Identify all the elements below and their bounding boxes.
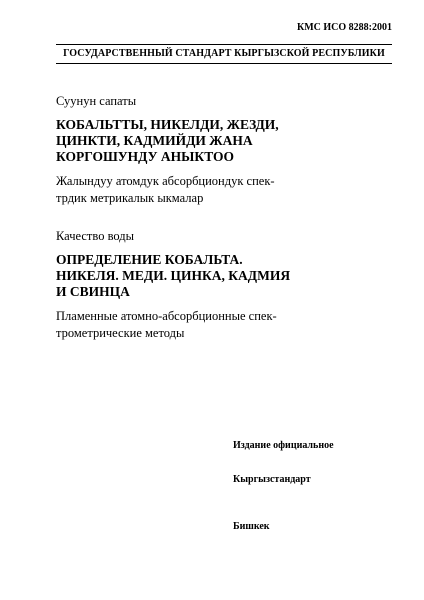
- edition-note: Издание официальное: [233, 440, 334, 451]
- kyrgyz-title-line: КОБАЛЬТТЫ, НИКЕЛДИ, ЖЕЗДИ,: [56, 117, 279, 132]
- russian-subtitle-line: трометрические методы: [56, 326, 185, 340]
- kyrgyz-title-line: ЦИНКТИ, КАДМИЙДИ ЖАНА: [56, 133, 253, 148]
- russian-title-line: ОПРЕДЕЛЕНИЕ КОБАЛЬТА.: [56, 252, 243, 267]
- kyrgyz-subtitle: [56, 173, 376, 207]
- kyrgyz-title-block: [56, 93, 376, 207]
- standard-header: [56, 44, 392, 64]
- russian-subtitle-line: Пламенные атомно-абсорбционные спек-: [56, 309, 277, 323]
- russian-title-block: [56, 228, 376, 342]
- header-rule-bottom: [56, 63, 392, 64]
- kyrgyz-subtitle-line: Жалындуу атомдук абсорбциондук спек-: [56, 174, 275, 188]
- russian-label: Качество воды: [56, 229, 135, 243]
- publisher-name: Кыргызстандарт: [233, 474, 311, 485]
- kyrgyz-title: [56, 117, 376, 165]
- standard-header-title: ГОСУДАРСТВЕННЫЙ СТАНДАРТ КЫРГЫЗСКОЙ РЕСПУБЛИКИ: [63, 48, 385, 59]
- kyrgyz-subtitle-line: трдик метрикалык ыкмалар: [56, 191, 204, 205]
- publication-city: Бишкек: [233, 521, 270, 532]
- document-code: КМС ИСО 8288:2001: [296, 22, 392, 33]
- russian-title-line: НИКЕЛЯ. МЕДИ. ЦИНКА, КАДМИЯ: [56, 268, 291, 283]
- russian-subtitle: [56, 308, 376, 342]
- kyrgyz-title-line: КОРГОШУНДУ АНЫКТОО: [56, 149, 235, 164]
- russian-title: [56, 252, 376, 300]
- kyrgyz-label: Суунун сапаты: [56, 94, 137, 108]
- russian-title-line: И СВИНЦА: [56, 284, 130, 299]
